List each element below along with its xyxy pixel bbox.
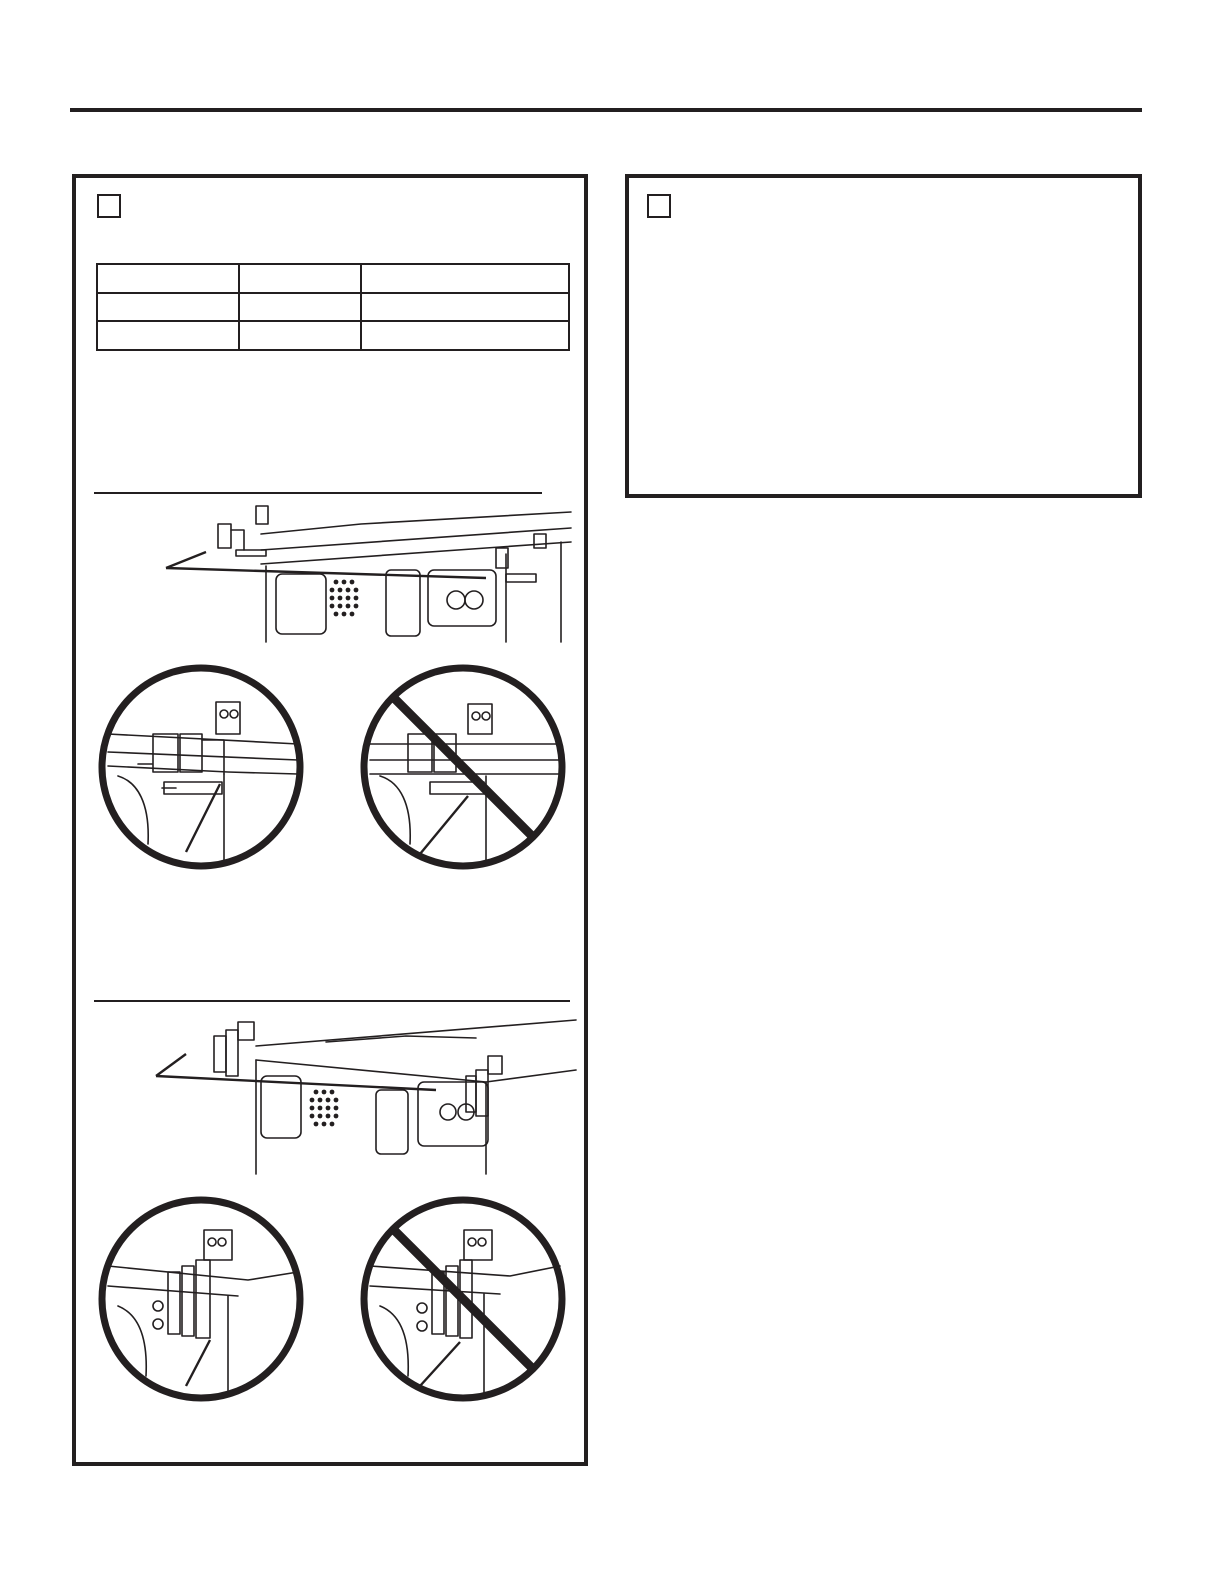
table-cell bbox=[239, 321, 361, 350]
table-row bbox=[97, 293, 569, 322]
prohibited-slash-icon bbox=[393, 1229, 533, 1369]
table-row bbox=[97, 321, 569, 350]
incorrect-orientation-figure-alt bbox=[360, 1196, 566, 1402]
table-row bbox=[97, 264, 569, 293]
table-cell bbox=[361, 264, 569, 293]
installation-note-panel bbox=[625, 174, 1142, 498]
prohibited-slash-icon bbox=[393, 697, 533, 837]
table-cell bbox=[239, 264, 361, 293]
step-checkbox[interactable] bbox=[97, 194, 121, 218]
correct-orientation-figure-alt bbox=[98, 1196, 304, 1402]
table-cell bbox=[97, 321, 239, 350]
installation-step-panel bbox=[72, 174, 588, 1466]
section-divider bbox=[94, 492, 542, 494]
header-rule bbox=[70, 108, 1142, 112]
table-cell bbox=[239, 293, 361, 322]
table-cell bbox=[361, 293, 569, 322]
table-cell bbox=[97, 293, 239, 322]
table-cell bbox=[361, 321, 569, 350]
bracket-install-figure bbox=[156, 504, 576, 644]
spec-table bbox=[96, 263, 570, 351]
section-divider bbox=[94, 1000, 570, 1002]
bracket-install-figure-alt bbox=[156, 1016, 576, 1176]
step-checkbox[interactable] bbox=[647, 194, 671, 218]
correct-orientation-figure bbox=[98, 664, 304, 870]
incorrect-orientation-figure bbox=[360, 664, 566, 870]
table-cell bbox=[97, 264, 239, 293]
